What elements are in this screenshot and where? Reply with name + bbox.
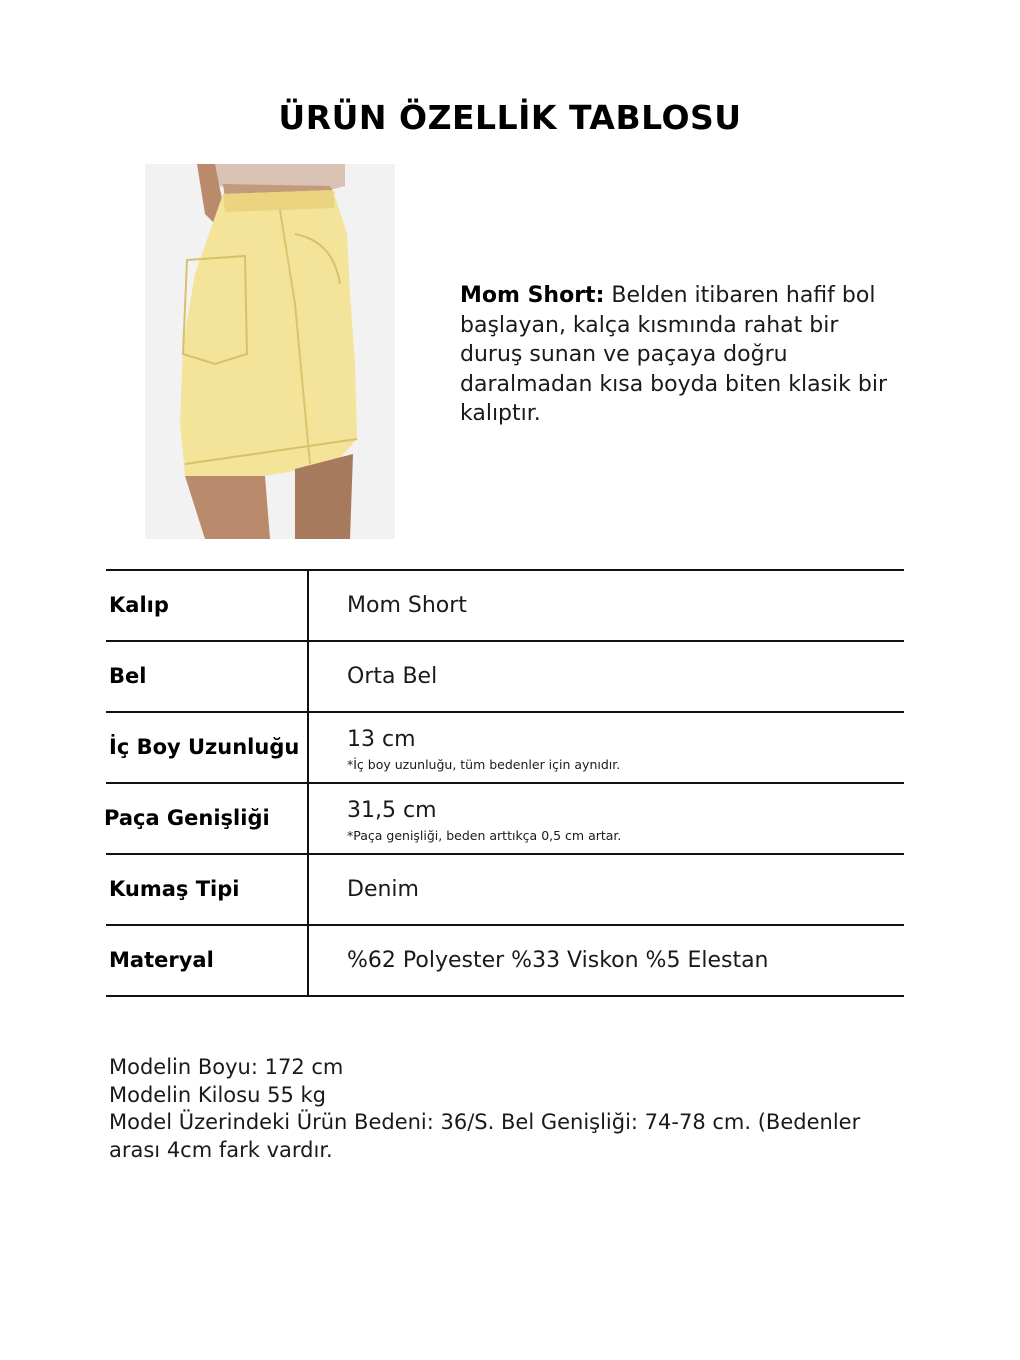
spec-value: Mom Short (347, 593, 467, 618)
spec-row-materyal (106, 924, 904, 997)
spec-note: *Paça genişliği, beden arttıkça 0,5 cm artar. (347, 828, 622, 843)
spec-row-paca (106, 782, 904, 853)
description-label: Mom Short: (460, 283, 605, 308)
model-shorts-illustration (145, 164, 395, 539)
spec-row-ic-boy (106, 711, 904, 782)
spec-label: Kalıp (109, 593, 169, 617)
spec-label: Materyal (109, 948, 214, 972)
spec-row-kumas (106, 853, 904, 924)
product-photo (145, 164, 395, 539)
model-weight: Modelin Kilosu 55 kg (109, 1082, 326, 1107)
spec-value: 31,5 cm (347, 798, 437, 823)
spec-table (106, 569, 904, 997)
spec-row-kalip (106, 569, 904, 640)
page-title: ÜRÜN ÖZELLİK TABLOSU (278, 98, 742, 137)
spec-value: Orta Bel (347, 664, 438, 689)
model-height: Modelin Boyu: 172 cm (109, 1055, 344, 1079)
spec-row-bel (106, 640, 904, 711)
spec-label: İç Boy Uzunluğu (109, 735, 300, 759)
spec-note: *İç boy uzunluğu, tüm bedenler için aynıdır. (347, 757, 621, 772)
spec-label: Paça Genişliği (104, 806, 270, 830)
product-description (460, 281, 900, 429)
spec-value: %62 Polyester %33 Viskon %5 Elestan (347, 948, 769, 973)
description-text: Belden itibaren hafif bol başlayan, kalça kısmında rahat bir duruş sunan ve paçaya doğru daralmadan kısa boyda biten klasik bir kalıptır. (460, 283, 887, 426)
model-size-info: Model Üzerindeki Ürün Bedeni: 36/S. Bel Genişliği: 74-78 cm. (Bedenler arası 4cm fark vardır. (109, 1110, 861, 1162)
model-info (109, 1054, 899, 1164)
spec-label: Bel (109, 664, 147, 688)
spec-value: Denim (347, 877, 419, 902)
spec-label: Kumaş Tipi (109, 877, 240, 901)
spec-value: 13 cm (347, 727, 416, 752)
